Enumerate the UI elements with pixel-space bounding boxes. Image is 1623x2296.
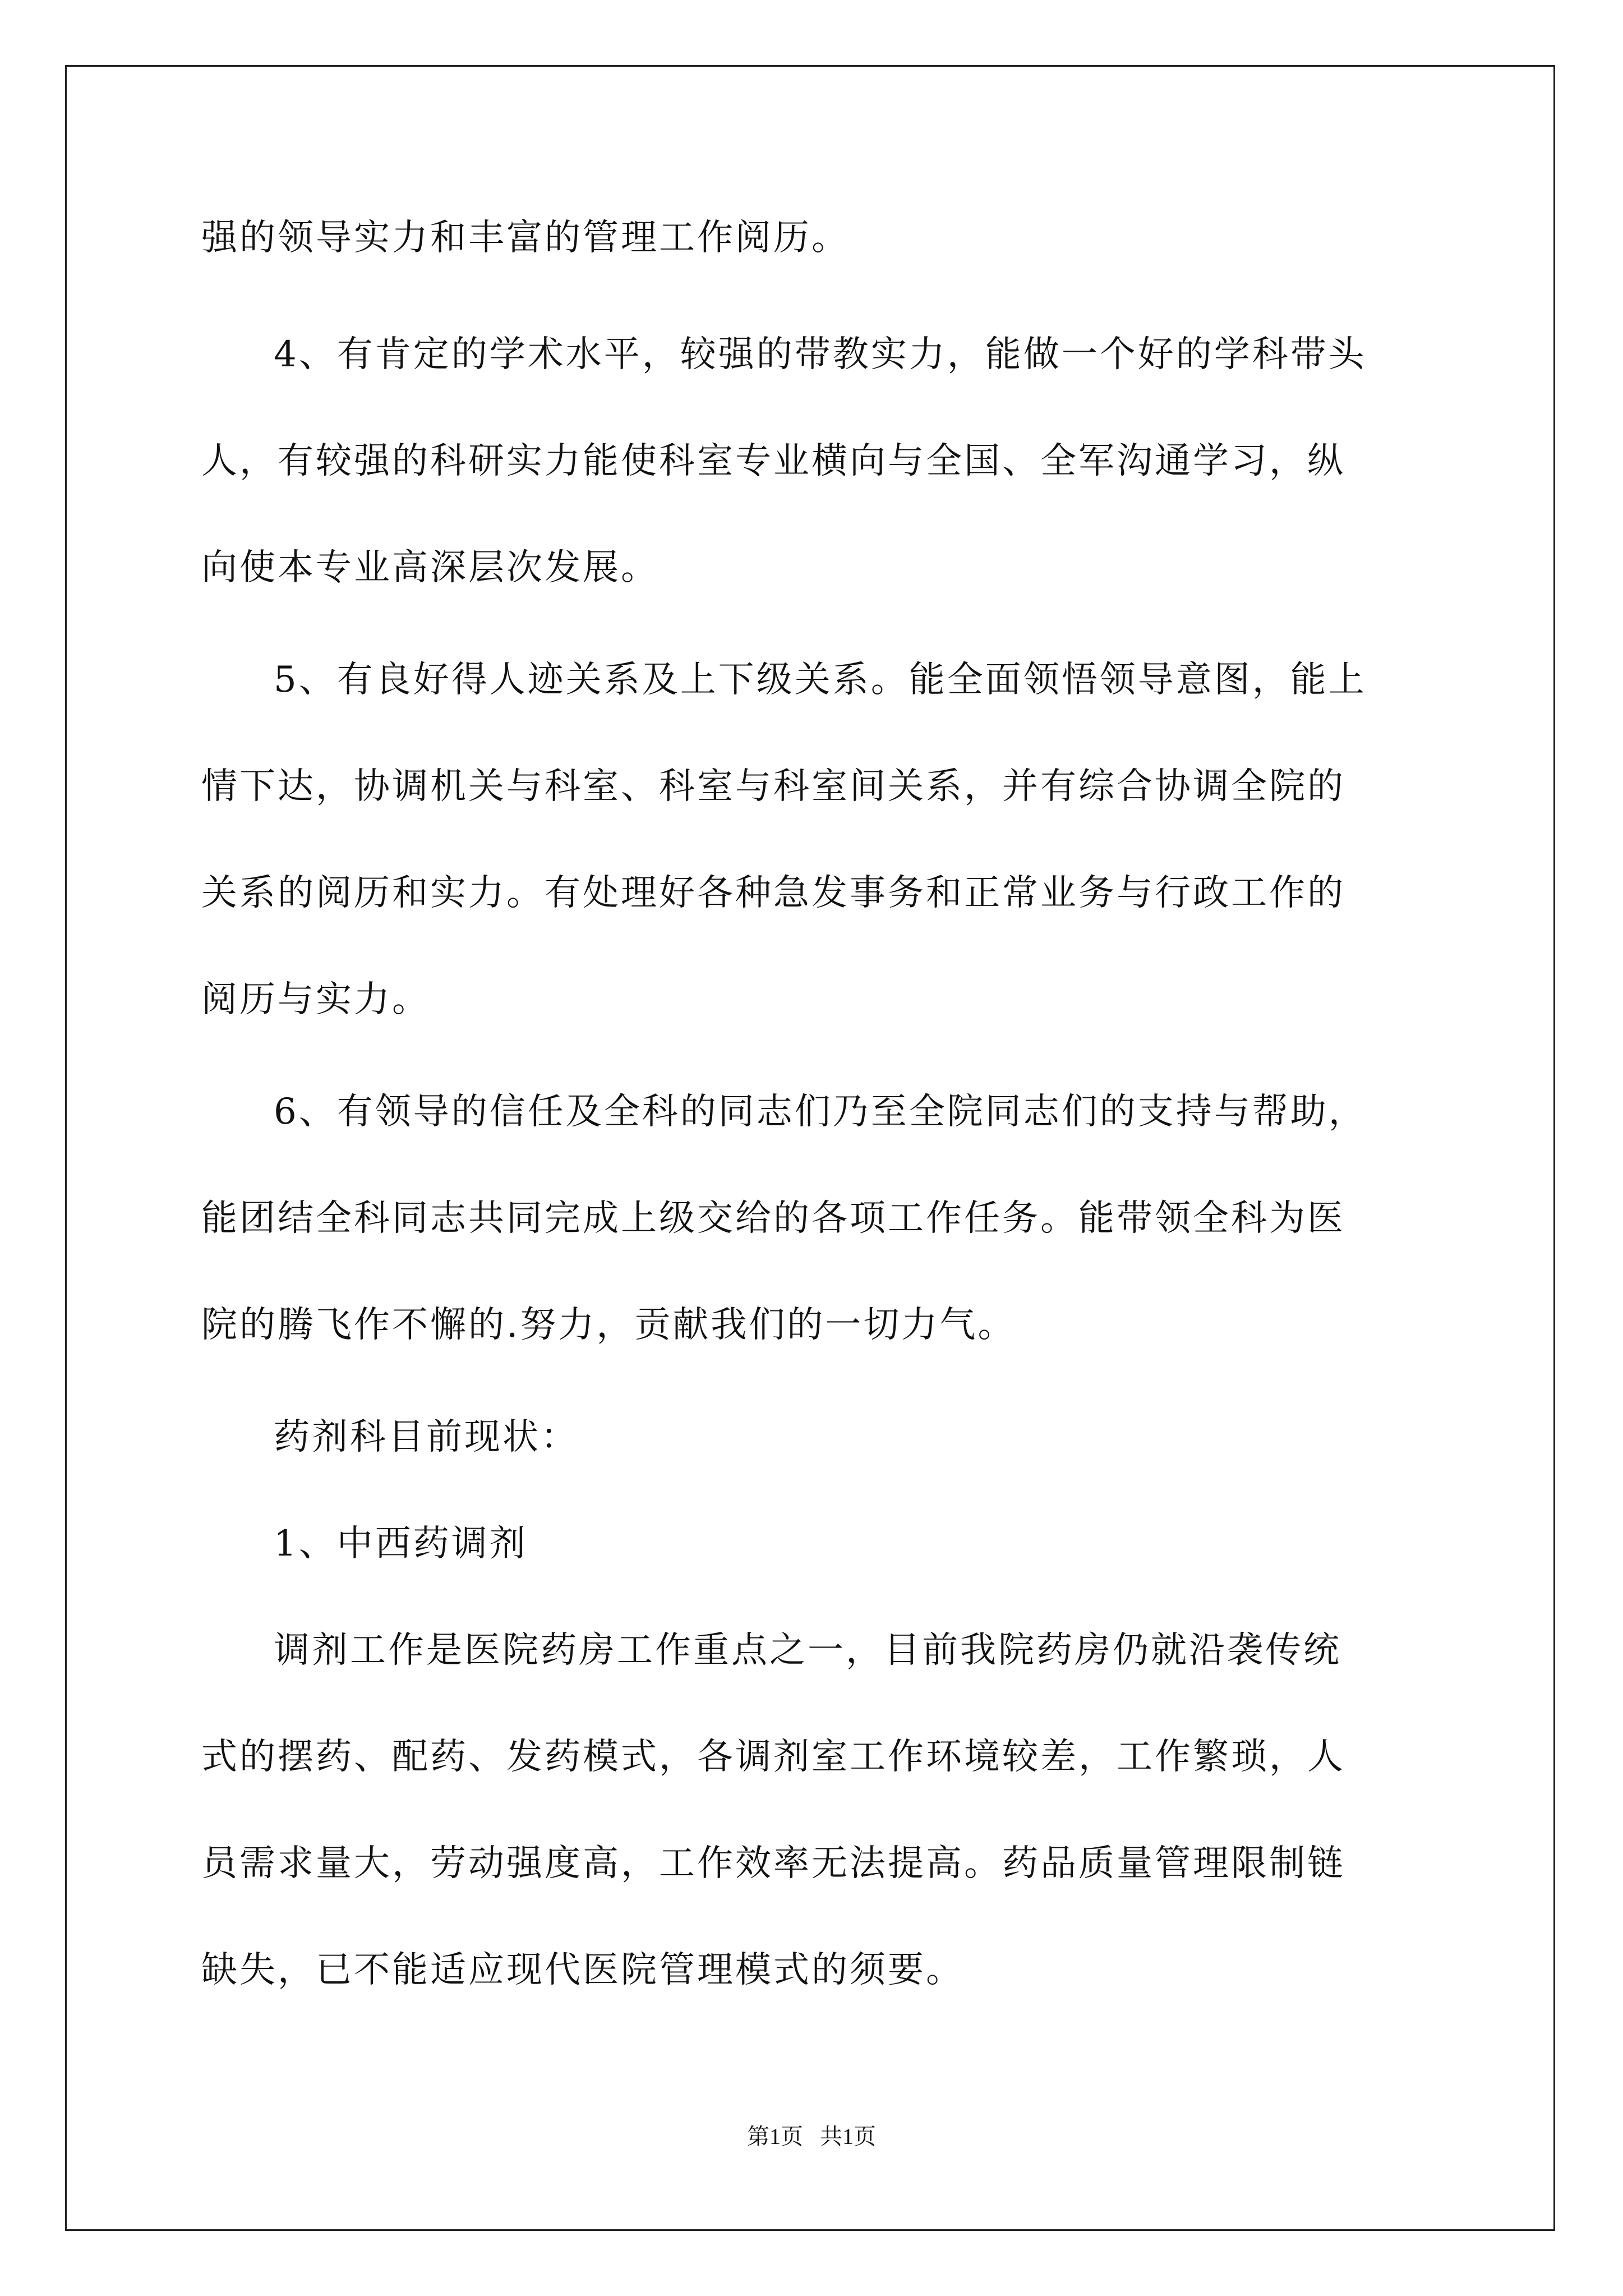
paragraph-line: 式的摆药、配药、发药模式，各调剂室工作环境较差，工作繁琐，人 bbox=[201, 1736, 1345, 1778]
paragraph-line: 员需求量大，劳动强度高，工作效率无法提高。药品质量管理限制链 bbox=[201, 1843, 1345, 1884]
page-border bbox=[65, 65, 1555, 2231]
paragraph-line: 向使本专业高深层次发展。 bbox=[201, 547, 659, 588]
paragraph-line: 院的腾飞作不懈的.努力，贡献我们的一切力气。 bbox=[201, 1304, 1016, 1346]
paragraph-line: 缺失，已不能适应现代医院管理模式的须要。 bbox=[201, 1949, 964, 1991]
paragraph-line: 人，有较强的科研实力能使科室专业横向与全国、全军沟通学习，纵 bbox=[201, 440, 1345, 482]
section-heading: 药剂科目前现状： bbox=[274, 1416, 579, 1458]
paragraph-line: 能团结全科同志共同完成上级交给的各项工作任务。能带领全科为医 bbox=[201, 1198, 1345, 1239]
paragraph-line: 阅历与实力。 bbox=[201, 979, 430, 1020]
page-number-footer: 第1页 共1页 bbox=[747, 2124, 876, 2149]
paragraph-line: 强的领导实力和丰富的管理工作阅历。 bbox=[201, 217, 850, 259]
paragraph-line: 4、有肯定的学术水平，较强的带教实力，能做一个好的学科带头 bbox=[274, 334, 1367, 375]
paragraph-line: 关系的阅历和实力。有处理好各种急发事务和正常业务与行政工作的 bbox=[201, 872, 1345, 914]
subsection-heading: 1、中西药调剂 bbox=[274, 1523, 528, 1565]
paragraph-line: 5、有良好得人迹关系及上下级关系。能全面领悟领导意图，能上 bbox=[274, 659, 1367, 701]
paragraph-line: 调剂工作是医院药房工作重点之一，目前我院药房仍就沿袭传统 bbox=[274, 1630, 1341, 1671]
paragraph-line: 情下达，协调机关与科室、科室与科室间关系，并有综合协调全院的 bbox=[201, 766, 1345, 807]
paragraph-line: 6、有领导的信任及全科的同志们乃至全院同志们的支持与帮助， bbox=[274, 1091, 1367, 1133]
